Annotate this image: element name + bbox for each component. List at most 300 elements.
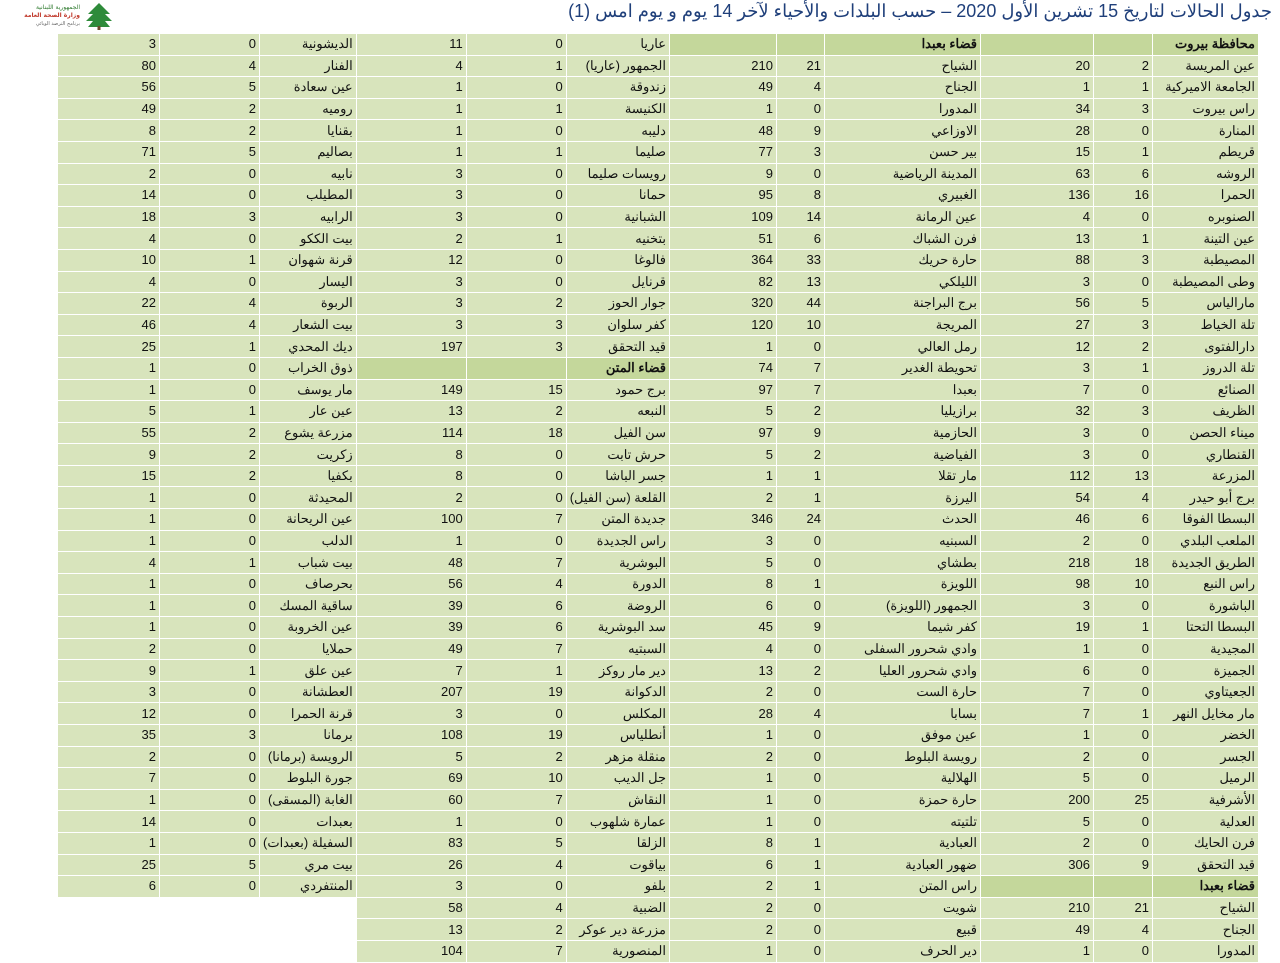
locality-name-cell: الهلالية — [824, 768, 980, 790]
locality-name-cell: راس المتن — [824, 876, 980, 898]
table-row — [58, 422, 1259, 444]
table-row — [58, 228, 1259, 250]
cases-14-days-cell: 1 — [356, 98, 466, 120]
cases-yesterday-cell: 2 — [160, 98, 260, 120]
cases-yesterday-cell: 3 — [466, 336, 566, 358]
cases-14-days-cell: 6 — [980, 660, 1093, 682]
cases-yesterday-cell: 6 — [1093, 509, 1152, 531]
cases-yesterday-cell: 1 — [466, 98, 566, 120]
cases-14-days-cell: 1 — [980, 725, 1093, 747]
table-row — [58, 789, 1259, 811]
cases-14-days-cell: 4 — [58, 228, 160, 250]
locality-name-cell: راس بيروت — [1152, 98, 1258, 120]
cases-14-days-cell: 2 — [58, 746, 160, 768]
cases-yesterday-cell: 5 — [160, 141, 260, 163]
cases-14-days-cell — [356, 357, 466, 379]
locality-name-cell: مار مخايل النهر — [1152, 703, 1258, 725]
cases-14-days-cell: 306 — [980, 854, 1093, 876]
cases-yesterday-cell: 0 — [776, 919, 824, 941]
cases-14-days-cell: 1 — [58, 617, 160, 639]
cases-yesterday-cell: 4 — [160, 55, 260, 77]
locality-name-cell: الفنار — [260, 55, 357, 77]
cases-14-days-cell: 114 — [356, 422, 466, 444]
cases-14-days-cell: 2 — [356, 228, 466, 250]
cases-yesterday-cell — [1093, 34, 1152, 56]
cases-14-days-cell: 60 — [356, 789, 466, 811]
cases-yesterday-cell: 18 — [466, 422, 566, 444]
cases-yesterday-cell: 16 — [1093, 185, 1152, 207]
cases-14-days-cell: 5 — [669, 552, 776, 574]
locality-name-cell: صليما — [566, 141, 669, 163]
cases-14-days-cell: 1 — [980, 940, 1093, 962]
cases-yesterday-cell: 1 — [466, 660, 566, 682]
cases-yesterday-cell: 1 — [776, 465, 824, 487]
cases-14-days-cell: 210 — [980, 897, 1093, 919]
locality-name-cell: المنارة — [1152, 120, 1258, 142]
locality-name-cell: بصاليم — [260, 141, 357, 163]
cases-yesterday-cell: 0 — [466, 530, 566, 552]
locality-name-cell: القلعة (سن الفيل) — [566, 487, 669, 509]
cases-14-days-cell: 2 — [980, 832, 1093, 854]
cases-14-days-cell: 1 — [58, 595, 160, 617]
cases-yesterday-cell: 4 — [466, 854, 566, 876]
locality-name-cell: البسطا التحتا — [1152, 617, 1258, 639]
cases-14-days-cell: 3 — [58, 681, 160, 703]
cases-14-days-cell: 3 — [58, 34, 160, 56]
locality-name-cell: البوشرية — [566, 552, 669, 574]
cases-14-days-cell: 3 — [356, 703, 466, 725]
cases-14-days-cell: 97 — [669, 422, 776, 444]
locality-name-cell: النبعه — [566, 401, 669, 423]
locality-name-cell: عمارة شلهوب — [566, 811, 669, 833]
locality-name-cell: مزرعة دير عوكر — [566, 919, 669, 941]
cases-14-days-cell: 88 — [980, 249, 1093, 271]
locality-name-cell: العدلية — [1152, 811, 1258, 833]
locality-name-cell: ذوق الخراب — [260, 357, 357, 379]
cases-14-days-cell: 39 — [356, 595, 466, 617]
locality-name-cell: كفر سلوان — [566, 314, 669, 336]
cases-14-days-cell: 39 — [356, 617, 466, 639]
cases-14-days-cell: 2 — [669, 919, 776, 941]
cases-yesterday-cell: 7 — [776, 357, 824, 379]
locality-name-cell: حمانا — [566, 185, 669, 207]
cases-yesterday-cell: 1 — [776, 832, 824, 854]
district-header-cell: قضاء بعبدا — [824, 34, 980, 56]
cases-yesterday-cell: 4 — [1093, 919, 1152, 941]
cases-yesterday-cell: 0 — [1093, 638, 1152, 660]
cases-14-days-cell: 6 — [669, 854, 776, 876]
cases-14-days-cell: 32 — [980, 401, 1093, 423]
cases-14-days-cell: 1 — [980, 638, 1093, 660]
locality-name-cell: الدلب — [260, 530, 357, 552]
cases-yesterday-cell: 0 — [466, 163, 566, 185]
locality-name-cell: تلة الخياط — [1152, 314, 1258, 336]
cases-yesterday-cell: 6 — [1093, 163, 1152, 185]
locality-name-cell: منقلة مزهر — [566, 746, 669, 768]
cases-14-days-cell: 8 — [669, 573, 776, 595]
cases-14-days-cell: 49 — [58, 98, 160, 120]
cases-14-days-cell: 108 — [356, 725, 466, 747]
cases-yesterday-cell: 0 — [160, 271, 260, 293]
locality-name-cell: ميناء الحصن — [1152, 422, 1258, 444]
locality-name-cell: الجمهور (اللويزة) — [824, 595, 980, 617]
table-row — [58, 617, 1259, 639]
cases-yesterday-cell: 0 — [1093, 811, 1152, 833]
cases-yesterday-cell: 0 — [1093, 206, 1152, 228]
district-header-cell: قضاء بعبدا — [1152, 876, 1258, 898]
cases-14-days-cell: 97 — [669, 379, 776, 401]
locality-name-cell: رمل العالي — [824, 336, 980, 358]
locality-name-cell: المحيدثة — [260, 487, 357, 509]
cases-14-days-cell: 1 — [58, 509, 160, 531]
cases-yesterday-cell: 15 — [466, 379, 566, 401]
cases-yesterday-cell: 1 — [466, 141, 566, 163]
locality-name-cell: الغبيري — [824, 185, 980, 207]
cases-yesterday-cell: 2 — [776, 660, 824, 682]
locality-name-cell: الشبانية — [566, 206, 669, 228]
locality-name-cell: شويت — [824, 897, 980, 919]
locality-name-cell: نابيه — [260, 163, 357, 185]
cases-14-days-cell: 2 — [669, 746, 776, 768]
cases-14-days-cell: 100 — [356, 509, 466, 531]
cases-yesterday-cell: 1 — [776, 487, 824, 509]
cases-yesterday-cell: 3 — [1093, 314, 1152, 336]
cases-yesterday-cell: 0 — [466, 185, 566, 207]
cases-14-days-cell: 26 — [356, 854, 466, 876]
cases-14-days-cell: 210 — [669, 55, 776, 77]
locality-name-cell: الديشونية — [260, 34, 357, 56]
cases-14-days-cell: 1 — [669, 725, 776, 747]
locality-name-cell: زندوقة — [566, 77, 669, 99]
locality-name-cell — [260, 897, 357, 919]
cases-yesterday-cell: 0 — [160, 228, 260, 250]
cases-14-days-cell: 80 — [58, 55, 160, 77]
locality-name-cell: الليلكي — [824, 271, 980, 293]
table-row — [58, 509, 1259, 531]
cases-yesterday-cell: 0 — [466, 271, 566, 293]
table-row — [58, 660, 1259, 682]
locality-name-cell: قرنايل — [566, 271, 669, 293]
cases-14-days-cell: 5 — [980, 811, 1093, 833]
cases-yesterday-cell: 2 — [466, 401, 566, 423]
cases-14-days-cell: 49 — [669, 77, 776, 99]
locality-name-cell: برازيليا — [824, 401, 980, 423]
cases-yesterday-cell: 0 — [160, 811, 260, 833]
table-row — [58, 876, 1259, 898]
locality-name-cell: مزرعة يشوع — [260, 422, 357, 444]
cases-yesterday-cell: 0 — [776, 681, 824, 703]
cases-14-days-cell: 3 — [669, 530, 776, 552]
table-row — [58, 293, 1259, 315]
locality-name-cell: المكلس — [566, 703, 669, 725]
cases-yesterday-cell: 5 — [160, 854, 260, 876]
cases-yesterday-cell: 10 — [776, 314, 824, 336]
locality-name-cell: أنطلياس — [566, 725, 669, 747]
cases-14-days-cell: 8 — [669, 832, 776, 854]
locality-name-cell: رويسات صليما — [566, 163, 669, 185]
cases-14-days-cell: 7 — [356, 660, 466, 682]
cases-14-days-cell: 5 — [980, 768, 1093, 790]
cases-14-days-cell: 1 — [980, 77, 1093, 99]
cases-yesterday-cell: 1 — [160, 336, 260, 358]
locality-name-cell: الخضر — [1152, 725, 1258, 747]
table-row — [58, 401, 1259, 423]
cases-14-days-cell — [980, 34, 1093, 56]
locality-name-cell: النقاش — [566, 789, 669, 811]
locality-name-cell: الظريف — [1152, 401, 1258, 423]
cases-yesterday-cell: 0 — [160, 832, 260, 854]
cases-14-days-cell: 8 — [356, 444, 466, 466]
cases-14-days-cell: 1 — [58, 357, 160, 379]
cases-yesterday-cell: 2 — [160, 444, 260, 466]
cases-yesterday-cell: 0 — [466, 77, 566, 99]
cases-14-days-cell: 104 — [356, 940, 466, 962]
table-row — [58, 336, 1259, 358]
locality-name-cell: الجناح — [824, 77, 980, 99]
locality-name-cell: الصنوبره — [1152, 206, 1258, 228]
cases-yesterday-cell: 1 — [160, 552, 260, 574]
locality-name-cell: حارة الست — [824, 681, 980, 703]
cases-14-days-cell: 28 — [669, 703, 776, 725]
locality-name-cell: الرميل — [1152, 768, 1258, 790]
table-row — [58, 465, 1259, 487]
cases-14-days-cell: 55 — [58, 422, 160, 444]
table-row — [58, 940, 1259, 962]
cases-14-days-cell: 95 — [669, 185, 776, 207]
cases-yesterday-cell: 3 — [776, 141, 824, 163]
cases-yesterday-cell: 8 — [776, 185, 824, 207]
locality-name-cell: تلة الدروز — [1152, 357, 1258, 379]
cases-14-days-cell: 3 — [356, 271, 466, 293]
table-row — [58, 768, 1259, 790]
cases-yesterday-cell: 0 — [160, 379, 260, 401]
cases-14-days-cell: 1 — [58, 573, 160, 595]
cases-yesterday-cell: 0 — [160, 163, 260, 185]
cases-14-days-cell: 109 — [669, 206, 776, 228]
table-row — [58, 120, 1259, 142]
cases-yesterday-cell: 0 — [1093, 271, 1152, 293]
cases-yesterday-cell: 2 — [776, 444, 824, 466]
cases-yesterday-cell: 0 — [160, 530, 260, 552]
locality-name-cell: العبادية — [824, 832, 980, 854]
cases-yesterday-cell: 0 — [160, 34, 260, 56]
table-row — [58, 314, 1259, 336]
cases-yesterday-cell: 1 — [1093, 617, 1152, 639]
cases-yesterday-cell: 2 — [776, 401, 824, 423]
cases-14-days-cell: 28 — [980, 120, 1093, 142]
locality-name-cell: الجمهور (عاريا) — [566, 55, 669, 77]
cases-yesterday-cell: 0 — [776, 595, 824, 617]
cases-14-days-cell: 35 — [58, 725, 160, 747]
cases-14-days-cell: 3 — [980, 422, 1093, 444]
locality-name-cell: الربوة — [260, 293, 357, 315]
locality-name-cell: المطيلب — [260, 185, 357, 207]
cases-14-days-cell: 207 — [356, 681, 466, 703]
cases-yesterday-cell: 0 — [466, 444, 566, 466]
locality-name-cell: الدكوانة — [566, 681, 669, 703]
cases-yesterday-cell: 1 — [160, 660, 260, 682]
cases-14-days-cell: 3 — [356, 206, 466, 228]
cases-14-days-cell: 49 — [980, 919, 1093, 941]
cases-yesterday-cell: 0 — [1093, 530, 1152, 552]
locality-name-cell: بعبدات — [260, 811, 357, 833]
cases-yesterday-cell: 0 — [1093, 120, 1152, 142]
locality-name-cell: فرن الشباك — [824, 228, 980, 250]
cases-yesterday-cell: 0 — [160, 876, 260, 898]
locality-name-cell: الجناح — [1152, 919, 1258, 941]
locality-name-cell: الغابة (المسقى) — [260, 789, 357, 811]
cases-14-days-cell: 10 — [58, 249, 160, 271]
cases-yesterday-cell — [160, 940, 260, 962]
cases-yesterday-cell: 7 — [466, 940, 566, 962]
locality-name-cell: المزرعة — [1152, 465, 1258, 487]
cases-yesterday-cell: 3 — [466, 314, 566, 336]
cases-14-days-cell: 15 — [58, 465, 160, 487]
locality-name-cell: بحرصاف — [260, 573, 357, 595]
cases-yesterday-cell: 19 — [466, 725, 566, 747]
locality-name-cell: الملعب البلدي — [1152, 530, 1258, 552]
cases-yesterday-cell: 13 — [776, 271, 824, 293]
locality-name-cell: الحدث — [824, 509, 980, 531]
locality-name-cell: جسر الباشا — [566, 465, 669, 487]
cases-yesterday-cell: 0 — [776, 638, 824, 660]
cases-yesterday-cell: 0 — [776, 336, 824, 358]
cases-yesterday-cell: 0 — [160, 746, 260, 768]
locality-name-cell: وطى المصيطبة — [1152, 271, 1258, 293]
table-row — [58, 444, 1259, 466]
cases-14-days-cell — [58, 919, 160, 941]
cases-yesterday-cell: 0 — [776, 789, 824, 811]
cases-yesterday-cell: 2 — [1093, 55, 1152, 77]
cases-yesterday-cell: 0 — [776, 552, 824, 574]
locality-name-cell: البسطا الفوقا — [1152, 509, 1258, 531]
cases-14-days-cell: 9 — [58, 444, 160, 466]
cases-14-days-cell: 2 — [669, 876, 776, 898]
locality-name-cell: الرابيه — [260, 206, 357, 228]
cases-14-days-cell: 56 — [58, 77, 160, 99]
locality-name-cell: عين المريسة — [1152, 55, 1258, 77]
cases-yesterday-cell: 4 — [1093, 487, 1152, 509]
locality-name-cell: ساقية المسك — [260, 595, 357, 617]
cases-14-days-cell: 1 — [356, 811, 466, 833]
cases-14-days-cell: 11 — [356, 34, 466, 56]
locality-name-cell: الضبية — [566, 897, 669, 919]
cases-yesterday-cell: 0 — [1093, 422, 1152, 444]
locality-name-cell: الروضة — [566, 595, 669, 617]
cases-yesterday-cell: 9 — [776, 120, 824, 142]
locality-name-cell: المجيدية — [1152, 638, 1258, 660]
cases-14-days-cell: 5 — [669, 401, 776, 423]
cases-yesterday-cell: 0 — [160, 509, 260, 531]
table-row — [58, 746, 1259, 768]
locality-name-cell: عاريا — [566, 34, 669, 56]
cases-yesterday-cell: 0 — [160, 573, 260, 595]
cases-14-days-cell: 120 — [669, 314, 776, 336]
cases-yesterday-cell: 3 — [160, 725, 260, 747]
table-row — [58, 919, 1259, 941]
cases-yesterday-cell: 1 — [1093, 228, 1152, 250]
cases-yesterday-cell: 0 — [776, 530, 824, 552]
locality-name-cell: الزلقا — [566, 832, 669, 854]
locality-name-cell: جورة البلوط — [260, 768, 357, 790]
cases-14-days-cell: 5 — [356, 746, 466, 768]
table-row — [58, 573, 1259, 595]
cases-yesterday-cell: 4 — [160, 314, 260, 336]
cases-14-days-cell: 9 — [58, 660, 160, 682]
cases-yesterday-cell: 0 — [1093, 595, 1152, 617]
cases-yesterday-cell: 0 — [1093, 681, 1152, 703]
cases-14-days-cell: 4 — [356, 55, 466, 77]
locality-name-cell: الفياضية — [824, 444, 980, 466]
locality-name-cell: جوار الحوز — [566, 293, 669, 315]
cases-yesterday-cell: 0 — [466, 876, 566, 898]
locality-name-cell: دير مار روكز — [566, 660, 669, 682]
cases-14-days-cell: 1 — [356, 141, 466, 163]
cases-14-days-cell: 2 — [58, 163, 160, 185]
cases-yesterday-cell: 0 — [160, 703, 260, 725]
cases-yesterday-cell — [466, 357, 566, 379]
locality-name-cell: بكفيا — [260, 465, 357, 487]
cases-yesterday-cell: 7 — [466, 638, 566, 660]
cases-14-days-cell: 98 — [980, 573, 1093, 595]
cases-yesterday-cell: 3 — [160, 206, 260, 228]
locality-name-cell — [260, 940, 357, 962]
cases-14-days-cell: 2 — [356, 487, 466, 509]
cases-yesterday-cell: 9 — [1093, 854, 1152, 876]
locality-name-cell: ديك المحدي — [260, 336, 357, 358]
locality-name-cell: الجميزة — [1152, 660, 1258, 682]
cases-14-days-cell: 3 — [980, 357, 1093, 379]
cases-yesterday-cell: 0 — [466, 34, 566, 56]
locality-name-cell: بيت الشعار — [260, 314, 357, 336]
locality-name-cell: عين الريحانة — [260, 509, 357, 531]
cases-yesterday-cell: 0 — [1093, 832, 1152, 854]
cases-yesterday-cell: 6 — [776, 228, 824, 250]
locality-name-cell: اليرزة — [824, 487, 980, 509]
cases-yesterday-cell: 24 — [776, 509, 824, 531]
cases-yesterday-cell: 0 — [160, 595, 260, 617]
cases-14-days-cell — [58, 897, 160, 919]
cases-14-days-cell: 364 — [669, 249, 776, 271]
cases-yesterday-cell: 0 — [160, 768, 260, 790]
cases-yesterday-cell: 0 — [776, 768, 824, 790]
table-row — [58, 595, 1259, 617]
cases-yesterday-cell: 1 — [776, 854, 824, 876]
table-row — [58, 487, 1259, 509]
locality-name-cell: الأشرفية — [1152, 789, 1258, 811]
locality-name-cell: المنتفردي — [260, 876, 357, 898]
cases-14-days-cell: 149 — [356, 379, 466, 401]
locality-name-cell: عين عار — [260, 401, 357, 423]
cases-yesterday-cell: 0 — [1093, 379, 1152, 401]
cases-14-days-cell: 54 — [980, 487, 1093, 509]
cases-14-days-cell: 2 — [669, 487, 776, 509]
cases-14-days-cell: 46 — [58, 314, 160, 336]
cases-14-days-cell: 63 — [980, 163, 1093, 185]
locality-name-cell: قرنة شهوان — [260, 249, 357, 271]
locality-name-cell: المدورا — [824, 98, 980, 120]
table-row — [58, 832, 1259, 854]
cases-yesterday-cell: 1 — [1093, 357, 1152, 379]
locality-name-cell: عين الرمانة — [824, 206, 980, 228]
cases-14-days-cell: 1 — [58, 832, 160, 854]
cases-yesterday-cell: 44 — [776, 293, 824, 315]
cases-14-days-cell: 9 — [669, 163, 776, 185]
cases-yesterday-cell: 2 — [466, 746, 566, 768]
locality-name-cell: راس النبع — [1152, 573, 1258, 595]
locality-name-cell: حارة حمزة — [824, 789, 980, 811]
table-row — [58, 55, 1259, 77]
